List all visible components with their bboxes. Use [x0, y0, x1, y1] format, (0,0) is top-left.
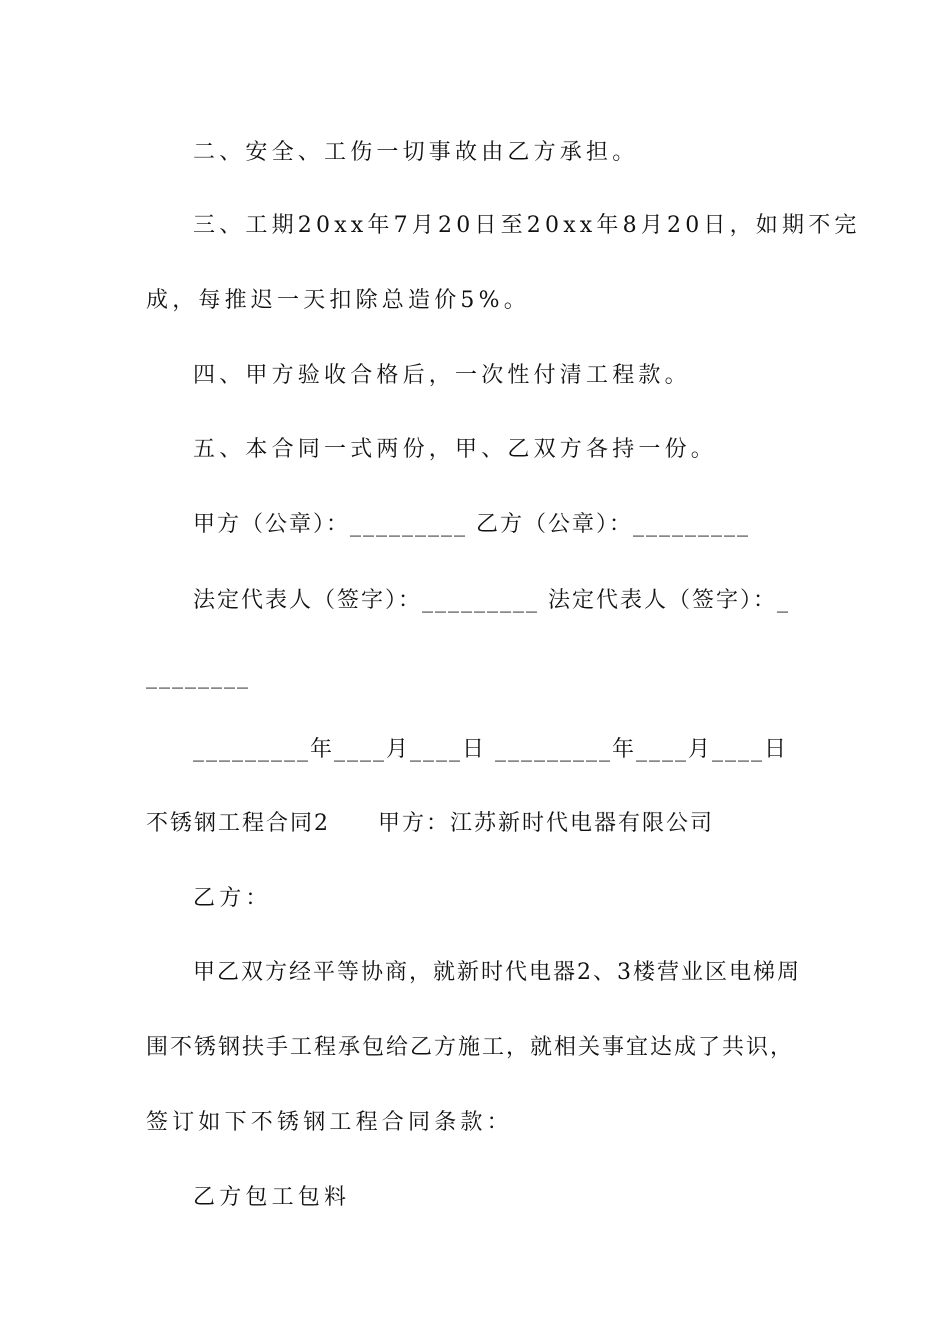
clause-three: 三、工期20xx年7月20日至20xx年8月20日，如期不完: [193, 213, 861, 238]
signature-line: 法定代表人（签字）：_________ 法定代表人（签字）：_: [193, 588, 790, 613]
agreement-paragraph-line-2: 围不锈钢扶手工程承包给乙方施工，就相关事宜达成了共识，: [146, 1035, 795, 1060]
party-b-line: 乙方：: [193, 886, 272, 911]
agreement-paragraph-line-1: 甲乙双方经平等协商，就新时代电器2、3楼营业区电梯周: [193, 960, 801, 985]
signature-line-continued: ________: [146, 664, 250, 689]
clause-five: 五、本合同一式两份，甲、乙双方各持一份。: [193, 437, 718, 462]
clause-two: 二、安全、工伤一切事故由乙方承担。: [193, 140, 639, 165]
contract-two-heading: 不锈钢工程合同2 甲方：江苏新时代电器有限公司: [146, 811, 714, 836]
clause-four: 四、甲方验收合格后，一次性付清工程款。: [193, 363, 691, 388]
clause-three-continued: 成，每推迟一天扣除总造价5%。: [146, 288, 530, 313]
date-line: _________年____月____日 _________年____月____日: [193, 737, 788, 762]
labor-materials-line: 乙方包工包料: [193, 1185, 351, 1210]
seal-line: 甲方（公章）：_________ 乙方（公章）：_________: [193, 512, 750, 537]
agreement-paragraph-line-3: 签订如下不锈钢工程合同条款：: [146, 1110, 513, 1135]
